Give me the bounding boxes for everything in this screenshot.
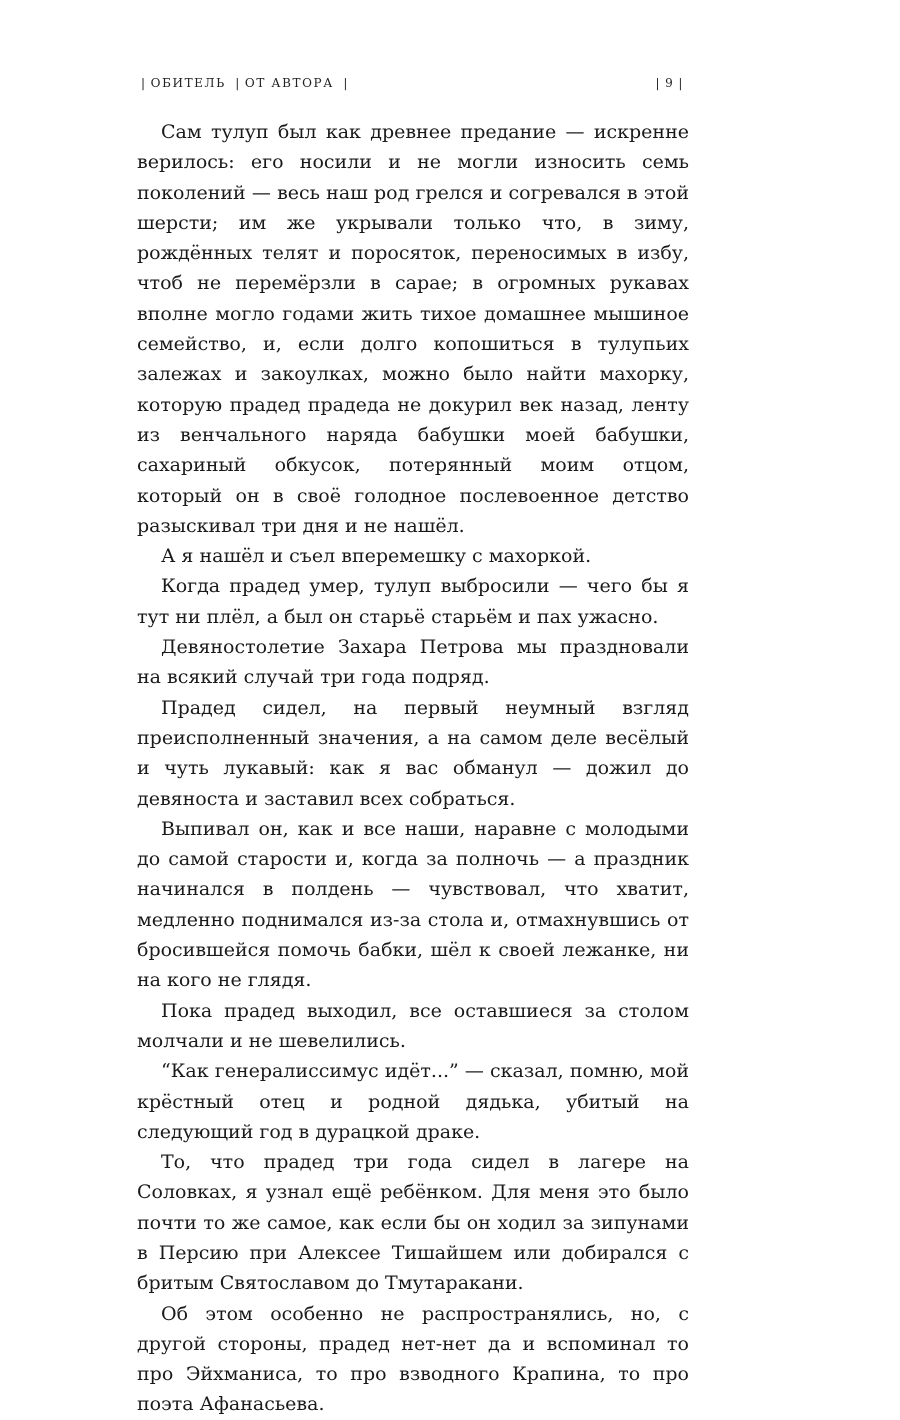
paragraph: Об этом особенно не распространялись, но, с другой стороны, прадед нет-нет да и вспоминал то про Эйхманиса, то про взводного Крапина, то про поэта Афанасьева. (137, 1302, 689, 1416)
paragraph: Прадед сидел, на первый неумный взгляд преисполненный значения, а на самом деле весёлый и чуть лукавый: как я вас обманул — дожил до девяноста и заставил всех собраться. (137, 696, 689, 810)
book-title: ОБИТЕЛЬ (150, 76, 226, 90)
running-head-right (651, 76, 688, 90)
running-head (137, 76, 688, 90)
rule-mark: | (655, 76, 662, 90)
rule-mark: | (141, 76, 147, 90)
paragraph: То, что прадед три года сидел в лагере на Соловках, я узнал ещё ребёнком. Для меня это было почти то же самое, как если бы он ходил за зипунами в Персию при Алексее Тишайшем или добирался с бритым Святославом до Тмутаракани. (137, 1151, 689, 1295)
paragraph: Пока прадед выходил, все оставшиеся за столом молчали и не шевелились. (137, 999, 689, 1052)
paragraph: Девяностолетие Захара Петрова мы праздновали на всякий случай три года подряд. (137, 636, 689, 689)
paragraph: Когда прадед умер, тулуп выбросили — чего бы я тут ни плёл, а был он старьё старьём и пах ужасно. (137, 575, 689, 628)
paragraph: А я нашёл и съел вперемешку с махоркой. (161, 545, 592, 568)
paragraph: Сам тулуп был как древнее предание — искренне верилось: его носили и не могли износить семь поколений — весь наш род грелся и согревался в этой шерсти; им же укрывали только что, в зиму, рождённых телят и поросяток, переносимых в избу, чтоб не перемёрзли в сарае; в огромных рукавах вполне могло годами жить тихое домашнее мышиное семейство, и, если долго копошиться в тулупьих залежах и закоулках, можно было найти махорку, которую прадед прадеда не докурил век назад, ленту из венчального наряда бабушки моей бабушки, сахариный обкусок, потерянный моим отцом, который он в своё голодное послевоенное детство разыскивал три дня и не нашёл. (137, 121, 689, 537)
section-title: ОТ АВТОРА (244, 76, 334, 90)
rule-mark: | (343, 76, 349, 90)
rule-mark: | (235, 76, 241, 90)
body-text (137, 117, 689, 1420)
running-head-left (137, 76, 353, 90)
paragraph: Выпивал он, как и все наши, наравне с молодыми до самой старости и, когда за полночь — а праздник начинался в полдень — чувствовал, что хватит, медленно поднимался из-за стола и, отмахнувшись от бросившейся помочь бабки, шёл к своей лежанке, ни на кого не глядя. (137, 817, 689, 992)
paragraph: “Как генералиссимус идёт...” — сказал, помню, мой крёстный отец и родной дядька, убитый на следующий год в дурацкой драке. (137, 1060, 689, 1143)
page-number: 9 (665, 76, 675, 90)
rule-mark: | (678, 76, 684, 90)
